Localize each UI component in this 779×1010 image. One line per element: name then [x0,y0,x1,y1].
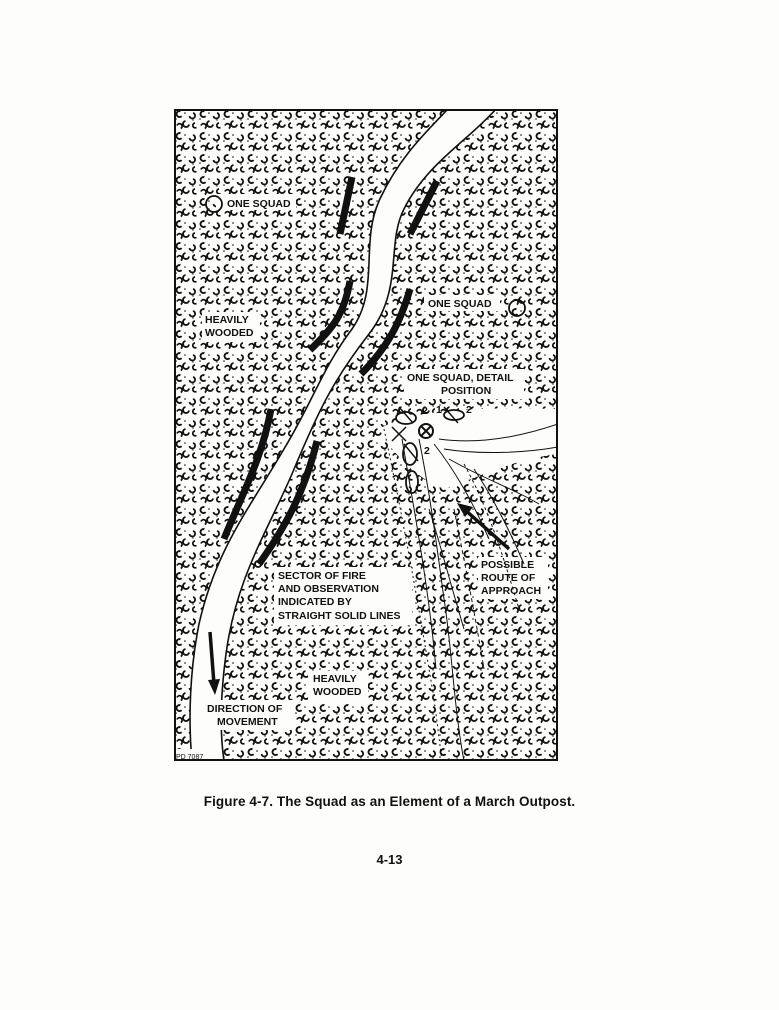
label-detail-position: ONE SQUAD, DETAIL [407,372,514,384]
pos-label-c: 2 [466,404,472,416]
label-direction-of-movement-2: MOVEMENT [217,716,278,728]
label-sector-of-fire-3: INDICATED BY [278,596,352,608]
pos-label-b: 1 [436,404,442,416]
label-possible-route-2: ROUTE OF [481,572,536,584]
label-sector-of-fire-2: AND OBSERVATION [278,583,379,595]
label-heavily-wooded-s: HEAVILY [313,673,357,685]
label-heavily-wooded-s-2: WOODED [313,686,362,698]
page-number: 4-13 [376,852,403,867]
pos-label-d: 2 [424,445,430,457]
label-one-squad-e: ONE SQUAD [428,298,492,310]
label-sector-of-fire-4: STRAIGHT SOLID LINES [278,610,401,622]
march-outpost-map [174,109,558,761]
label-sector-of-fire: SECTOR OF FIRE [278,570,366,582]
label-one-squad-nw: ONE SQUAD [227,198,291,210]
figure-caption: Figure 4-7. The Squad as an Element of a March Outpost. [203,794,576,809]
pos-label-a: 2 [422,405,428,417]
label-direction-of-movement: DIRECTION OF [207,703,283,715]
figure-stamp: PD 7087 [176,754,204,761]
label-possible-route: POSSIBLE [481,559,535,571]
label-detail-position-2: POSITION [441,385,492,397]
label-heavily-wooded-w: HEAVILY [205,314,249,326]
label-possible-route-3: APPROACH [481,585,542,597]
label-heavily-wooded-w-2: WOODED [205,327,254,339]
